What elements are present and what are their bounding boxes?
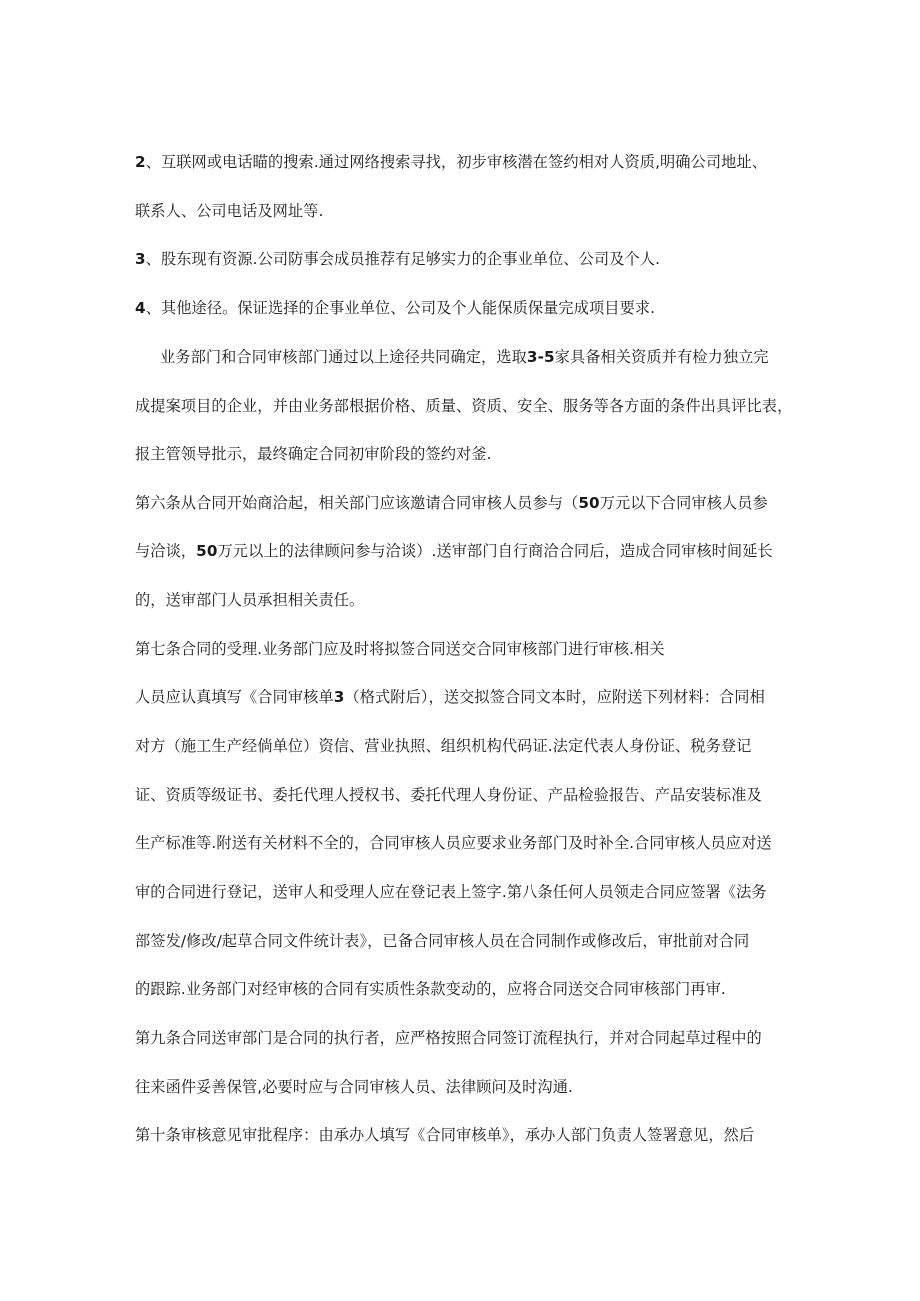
text-line: 3、股东现有资源.公司防事会成员推荐有足够实力的企事业单位、公司及个人. <box>135 250 661 268</box>
article-7-line: 第七条合同的受理.业务部门应及时将拟签合同送交合同审核部门进行审核.相关 <box>135 640 665 658</box>
text-line: 部签发/修改/起草合同文件统计表》，已备合同审核人员在合同制作或修改后，审批前对合同 <box>135 932 750 950</box>
article-6-line: 第六条从合同开始商洽起，相关部门应该邀请合同审核人员参与（50万元以下合同审核人员参 <box>135 494 768 512</box>
text-line: 的跟踪.业务部门对经审核的合同有实质性条款变动的，应将合同送交合同审核部门再审. <box>135 980 726 998</box>
text-line: 4、其他途径。保证选择的企事业单位、公司及个人能保质保量完成项目要求. <box>135 299 656 317</box>
article-9-line: 第九条合同送审部门是合同的执行者，应严格按照合同签订流程执行，并对合同起草过程中的 <box>135 1029 762 1047</box>
text-line: 报主管领导批示，最终确定合同初审阶段的签约对釜. <box>135 445 492 463</box>
article-10-line: 第十条审核意见审批程序：由承办人填写《合同审核单》，承办人部门负责人签署意见，然后 <box>135 1126 755 1144</box>
text-line: 联系人、公司电话及网址等. <box>135 202 324 220</box>
text-line: 人员应认真填写《合同审核单3（格式附后），送交拟签合同文本时，应附送下列材料：合同相 <box>135 688 765 706</box>
text-line: 与洽谈，50万元以上的法律顾问参与洽谈）.送审部门自行商洽合同后，造成合同审核时间延长 <box>135 542 773 560</box>
text-line: 审的合同进行登记，送审人和受理人应在登记表上签字.第八条任何人员领走合同应签署《法务 <box>135 883 767 901</box>
text-line: 成提案项目的企业，并由业务部根据价格、质量、资质、安全、服务等各方面的条件出具评比表， <box>135 397 793 415</box>
paragraph-first-line: 业务部门和合同审核部门通过以上途径共同确定，选取3-5家具备相关资质并有检力独立完 <box>160 348 769 366</box>
text-line: 往来函件妥善保管,必要时应与合同审核人员、法律顾问及时沟通. <box>135 1078 573 1096</box>
text-line: 证、资质等级证书、委托代理人授权书、委托代理人身份证、产品检验报告、产品安装标准及 <box>135 786 762 804</box>
text-line: 对方（施工生产经倘单位）资信、营业执照、组织机构代码证.法定代表人身份证、税务登记 <box>135 737 752 755</box>
text-line: 的，送审部门人员承担相关责任。 <box>135 591 365 609</box>
text-line: 生产标准等.附送有关材料不全的，合同审核人员应要求业务部门及时补全.合同审核人员应对送 <box>135 834 772 852</box>
text-line: 2、互联网或电话瞄的搜索.通过网络搜索寻找，初步审核潜在签约相对人资质,明确公司地址、 <box>135 153 768 171</box>
